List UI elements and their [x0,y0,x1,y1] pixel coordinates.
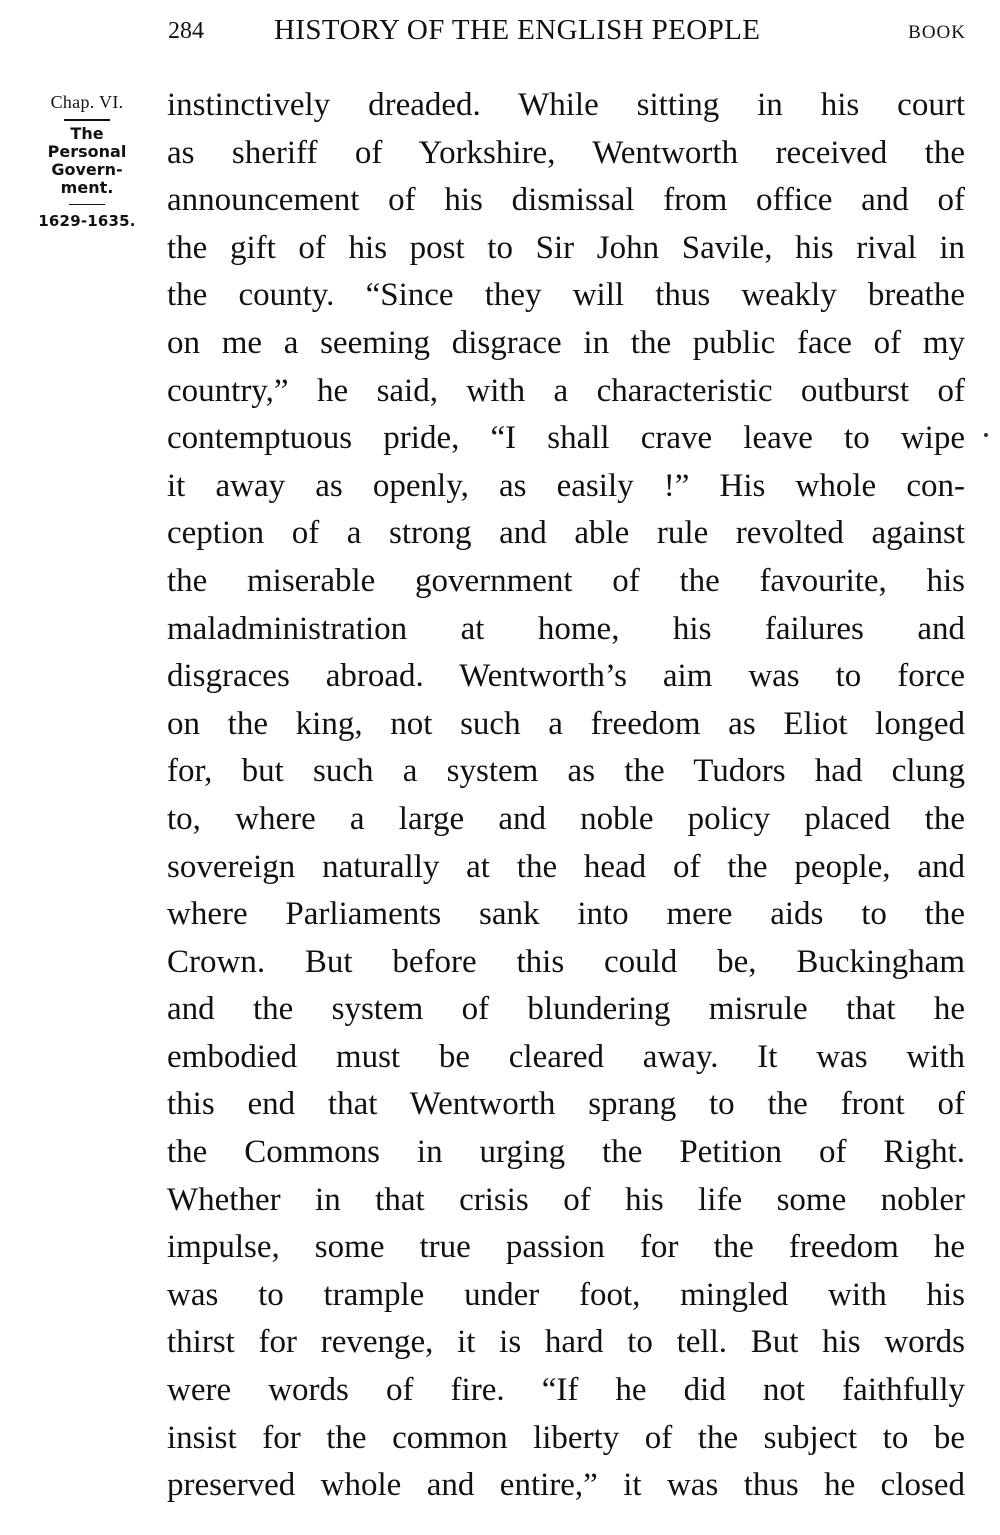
running-header [168,14,966,50]
page-number: 284 [168,18,204,44]
sidenote-chapter: Chap. VI. [50,92,124,112]
body-text [167,82,965,1510]
sidenote-topic-line: The [70,124,104,143]
text-line: contemptuous pride, “I shall crave leave to wipe [167,420,965,457]
text-line: Whether in that crisis of his life some nobler [167,1181,965,1218]
margin-sidenote [28,92,146,230]
text-line: thirst for revenge, it is hard to tell. But his words [167,1324,965,1361]
text-line: impulse, some true passion for the freedom he [167,1229,965,1266]
text-line: for, but such a system as the Tudors had clung [167,753,965,790]
sidenote-topic-line: Personal [47,142,127,161]
text-line: and the system of blundering misrule that he [167,991,965,1028]
text-line: the Commons in urging the Petition of Right. [167,1134,965,1171]
text-line: sovereign naturally at the head of the people, and [167,848,965,885]
text-line: country,” he said, with a characteristic outburst of [167,372,965,409]
text-line: was to trample under foot, mingled with his [167,1276,965,1313]
text-line: it away as openly, as easily !” His whole con- [167,467,965,504]
text-line: maladministration at home, his failures and [167,610,965,647]
text-line: embodied must be cleared away. It was with [167,1038,965,1075]
text-line: where Parliaments sank into mere aids to the [167,896,965,933]
text-line: Crown. But before this could be, Buckingham [167,943,965,980]
text-line: on the king, not such a freedom as Eliot longed [167,705,965,742]
text-line: announcement of his dismissal from office and of [167,182,965,219]
text-line: the miserable government of the favourite, his [167,562,965,599]
sidenote-divider [69,204,105,205]
ink-speck [984,433,988,437]
sidenote-topic [28,125,146,197]
text-line: preserved whole and entire,” it was thus he closed [167,1467,965,1504]
text-line: to, where a large and noble policy placed the [167,800,965,837]
text-line: this end that Wentworth sprang to the front of [167,1086,965,1123]
text-line: the county. “Since they will thus weakly breathe [167,277,965,314]
text-line: were words of fire. “If he did not faithfully [167,1372,965,1409]
text-line: disgraces abroad. Wentworth’s aim was to force [167,658,965,695]
text-line: ception of a strong and able rule revolted against [167,515,965,552]
sidenote-topic-line: Govern- [51,160,123,179]
text-line: the gift of his post to Sir John Savile, his rival in [167,229,965,266]
book-label: BOOK [908,22,966,43]
sidenote-dates: 1629-1635. [38,212,136,230]
text-line: instinctively dreaded. While sitting in his court [167,87,965,123]
running-title: HISTORY OF THE ENGLISH PEOPLE [274,14,761,46]
text-line: as sheriff of Yorkshire, Wentworth received the [167,134,965,171]
sidenote-divider [64,119,110,121]
text-line: insist for the common liberty of the subject to be [167,1419,965,1456]
text-line: on me a seeming disgrace in the public face of my [167,324,965,361]
sidenote-topic-line: ment. [60,178,114,197]
